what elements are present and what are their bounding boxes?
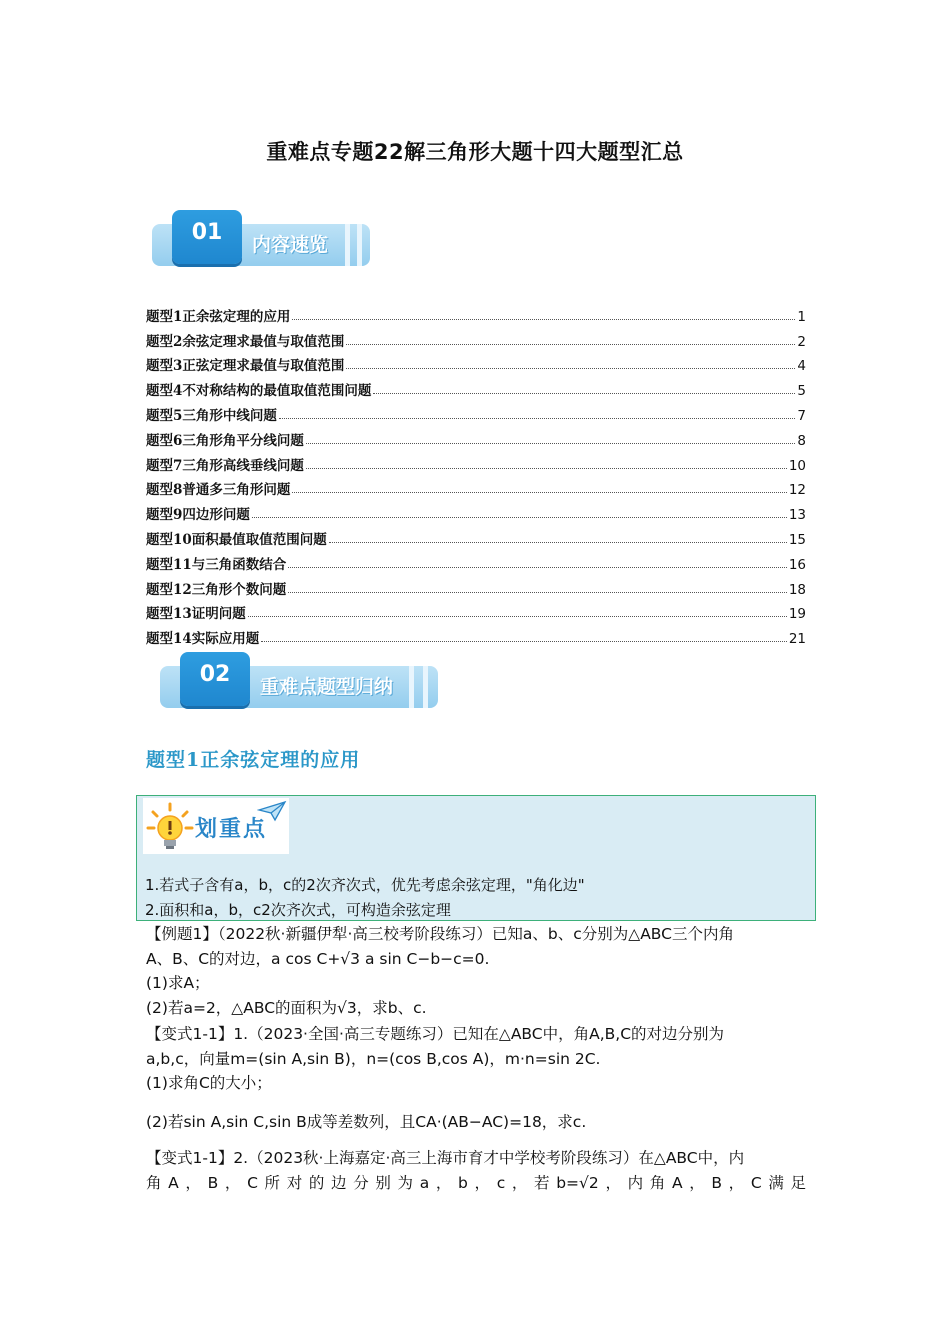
toc-leader-dots <box>329 542 787 543</box>
variant-2-stem-line-2: 角A，B，C所对的边分别为a，b，c，若b=√2，内角A，B，C满足 <box>146 1173 806 1192</box>
toc-item-page: 8 <box>797 432 806 449</box>
example-1-question-2: (2)若a=2，△ABC的面积为√3，求b、c. <box>146 998 427 1017</box>
banner-stripe <box>345 224 350 266</box>
page-title: 重难点专题22解三角形大题十四大题型汇总 <box>266 140 684 164</box>
toc-item[interactable] <box>146 374 806 399</box>
toc-item-page: 12 <box>788 482 806 499</box>
toc-item-label: 题型4不对称结构的最值取值范围问题 <box>146 383 372 400</box>
toc-leader-dots <box>346 368 795 369</box>
toc-item[interactable] <box>146 300 806 325</box>
toc-leader-dots <box>346 344 795 345</box>
example-1 <box>146 922 806 1020</box>
table-of-contents <box>146 300 806 647</box>
toc-leader-dots <box>292 319 795 320</box>
variant-1-stem-line-2: a,b,c，向量m=(sin A,sin B)，n=(cos B,cos A)，m·n=sin 2C. <box>146 1049 601 1068</box>
key-points-label: 划重点 <box>195 817 268 842</box>
toc-item-label: 题型2余弦定理求最值与取值范围 <box>146 333 345 350</box>
toc-item-label: 题型12三角形个数问题 <box>146 581 287 598</box>
example-1-question-1: (1)求A； <box>146 974 210 992</box>
toc-item-page: 18 <box>788 581 806 598</box>
toc-item-page: 19 <box>788 606 806 623</box>
toc-item[interactable] <box>146 622 806 647</box>
toc-item-label: 题型9四边形问题 <box>146 507 250 524</box>
toc-item[interactable] <box>146 424 806 449</box>
banner-number: 01 <box>172 210 242 264</box>
toc-item-label: 题型13证明问题 <box>146 606 246 623</box>
toc-item-label: 题型10面积最值取值范围问题 <box>146 531 327 548</box>
key-points-box <box>136 795 816 921</box>
banner-label: 内容速览 <box>252 234 329 256</box>
toc-item-label: 题型3正弦定理求最值与取值范围 <box>146 358 345 375</box>
toc-item-label: 题型7三角形高线垂线问题 <box>146 457 304 474</box>
toc-item-label: 题型1正余弦定理的应用 <box>146 308 291 325</box>
toc-leader-dots <box>373 393 795 394</box>
toc-item-page: 10 <box>788 457 806 474</box>
banner-label: 重难点题型归纳 <box>260 676 394 698</box>
toc-leader-dots <box>252 517 787 518</box>
variant-1-1-1 <box>146 1022 806 1134</box>
variant-1-question-2: (2)若sin A,sin C,sin B成等差数列，且CA·(AB−AC)=18，求c. <box>146 1112 587 1131</box>
toc-item[interactable] <box>146 449 806 474</box>
toc-leader-dots <box>288 592 787 593</box>
toc-item[interactable] <box>146 350 806 375</box>
toc-leader-dots <box>306 443 796 444</box>
toc-item-page: 1 <box>797 308 806 325</box>
variant-2-stem-line-1: 【变式1-1】2.（2023秋·上海嘉定·高三上海市育才中学校考阶段练习）在△ABC中，内 <box>146 1149 745 1167</box>
toc-item-page: 2 <box>797 333 806 350</box>
toc-item[interactable] <box>146 523 806 548</box>
toc-leader-dots <box>292 492 786 493</box>
section-banner-key-types <box>160 652 438 712</box>
key-points-logo <box>143 798 289 854</box>
variant-1-question-1: (1)求角C的大小； <box>146 1074 272 1092</box>
key-point-2: 2.面积和a，b，c2次齐次式，可构造余弦定理 <box>145 901 451 919</box>
toc-item[interactable] <box>146 498 806 523</box>
toc-item-page: 5 <box>797 383 806 400</box>
paper-plane-icon <box>257 800 287 822</box>
toc-leader-dots <box>261 641 787 642</box>
toc-item-label: 题型8普通多三角形问题 <box>146 482 291 499</box>
toc-item[interactable] <box>146 573 806 598</box>
banner-stripe <box>423 666 428 708</box>
toc-item-page: 13 <box>788 507 806 524</box>
banner-stripe <box>357 224 362 266</box>
toc-leader-dots <box>306 468 787 469</box>
toc-leader-dots <box>288 567 787 568</box>
toc-item-label: 题型14实际应用题 <box>146 631 260 648</box>
toc-item-page: 15 <box>788 531 806 548</box>
toc-item-page: 21 <box>788 631 806 648</box>
toc-item-label: 题型6三角形角平分线问题 <box>146 432 304 449</box>
toc-item[interactable] <box>146 598 806 623</box>
banner-number: 02 <box>180 652 250 706</box>
variant-1-stem-line-1: 【变式1-1】1.（2023·全国·高三专题练习）已知在△ABC中，角A,B,C的对边分别为 <box>146 1025 725 1043</box>
banner-stripe <box>409 666 414 708</box>
toc-item[interactable] <box>146 548 806 573</box>
example-1-stem-line-2: A、B、C的对边，a cos C+√3 a sin C−b−c=0. <box>146 949 490 968</box>
key-point-1: 1.若式子含有a，b，c的2次齐次式，优先考虑余弦定理，"角化边" <box>145 876 585 894</box>
toc-item[interactable] <box>146 399 806 424</box>
toc-item-label: 题型11与三角函数结合 <box>146 556 287 573</box>
toc-item-page: 7 <box>797 407 806 424</box>
section-banner-contents <box>152 210 370 270</box>
toc-leader-dots <box>279 418 796 419</box>
toc-item[interactable] <box>146 325 806 350</box>
lightbulb-icon <box>145 800 195 854</box>
section-heading: 题型1正余弦定理的应用 <box>146 749 361 771</box>
toc-item[interactable] <box>146 474 806 499</box>
toc-item-label: 题型5三角形中线问题 <box>146 407 277 424</box>
example-1-stem-line-1: 【例题1】（2022秋·新疆伊犁·高三校考阶段练习）已知a、b、c分别为△ABC三个内角 <box>146 925 734 943</box>
toc-item-page: 16 <box>788 556 806 573</box>
toc-item-page: 4 <box>797 358 806 375</box>
toc-leader-dots <box>248 616 787 617</box>
variant-1-1-2 <box>146 1146 806 1195</box>
